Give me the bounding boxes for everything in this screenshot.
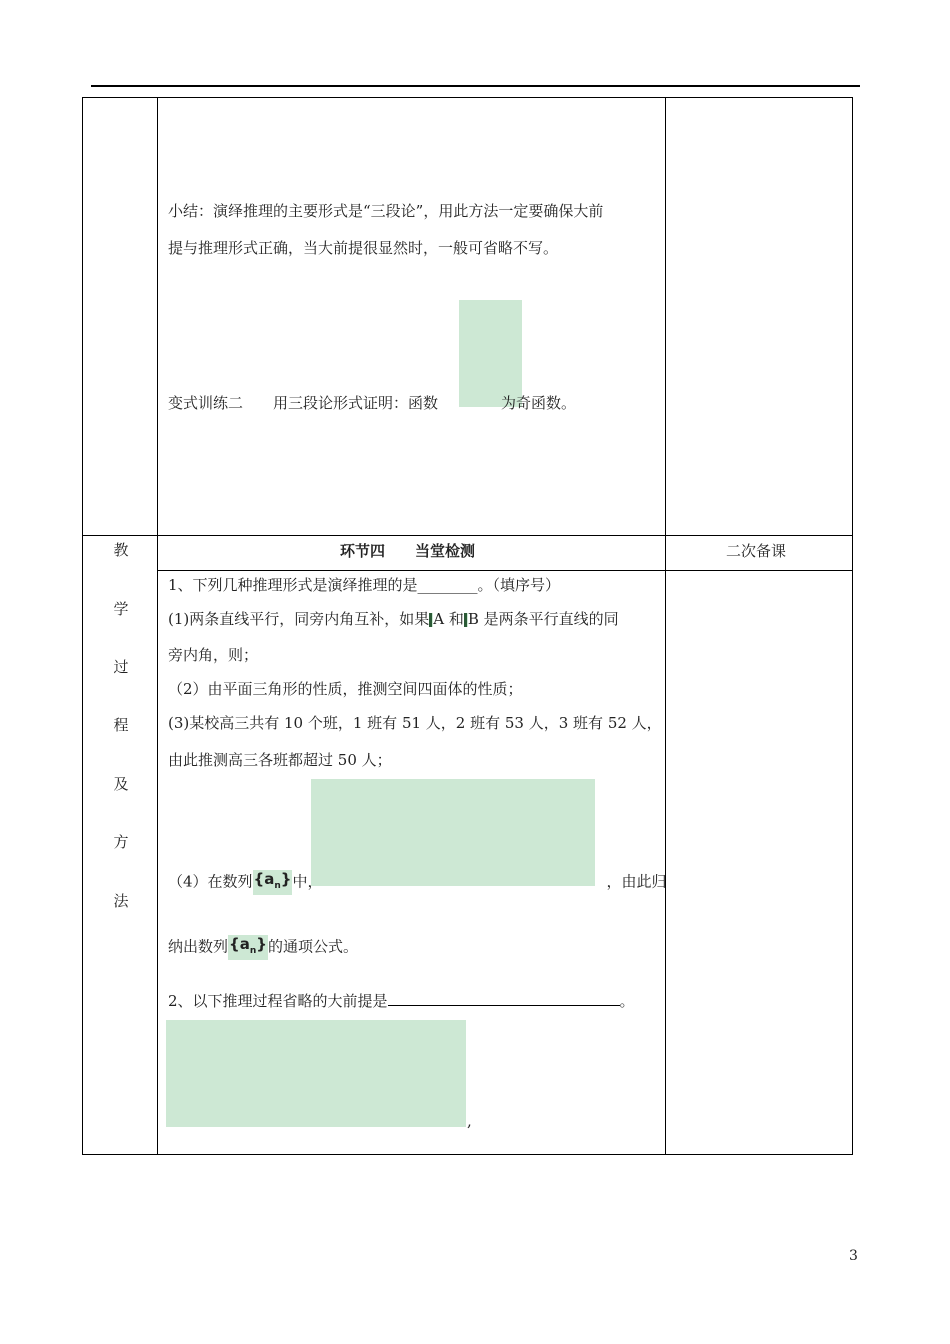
section-title xyxy=(340,540,475,561)
variant-exercise xyxy=(168,393,576,413)
sequence-an-symbol: $\{a_n\}$ xyxy=(228,935,268,960)
question-1-item-3: (3)某校高三共有 10 个班，1 班有 51 人，2 班有 53 人，3 班有 52 人， xyxy=(168,714,662,732)
trailing-comma: , xyxy=(467,1112,472,1130)
page-number: 3 xyxy=(849,1248,858,1264)
variant-text: 用三段论形式证明：函数 xyxy=(273,394,439,412)
side-label-char: 过 xyxy=(113,658,129,676)
side-label-char: 学 xyxy=(113,600,129,618)
function-formula-image xyxy=(459,300,522,407)
side-label-char: 程 xyxy=(113,716,129,734)
side-label-char: 方 xyxy=(113,833,129,851)
column-divider-2 xyxy=(665,97,666,1155)
section-divider xyxy=(82,535,853,536)
sequence-an-symbol: $\{a_n\}$ xyxy=(253,870,293,895)
side-label-char: 教 xyxy=(113,541,129,559)
second-prep-header: 二次备课 xyxy=(726,542,787,560)
variant-prefix: 变式训练二 xyxy=(168,394,244,412)
question-1: 1、下列几种推理形式是演绎推理的是________。（填序号） xyxy=(168,576,561,594)
table-left-border xyxy=(82,97,83,1155)
question-1-item-1: (1)两条直线平行，同旁内角互补，如果 A 和 B 是两条平行直线的同 xyxy=(168,610,619,628)
question-1-item-4: （4）在数列$\{a_n\}$中， ，由此归 xyxy=(168,870,667,895)
summary-line-1: 小结：演绎推理的主要形式是“三段论”，用此方法一定要确保大前 xyxy=(168,202,604,220)
question-1-item-2: （2）由平面三角形的性质，推测空间四面体的性质； xyxy=(168,680,523,698)
table-top-border xyxy=(82,97,853,98)
side-label-char: 及 xyxy=(113,775,129,793)
answer-blank[interactable] xyxy=(388,991,620,1006)
section-title-a: 环节四 xyxy=(340,542,386,560)
reasoning-formula-image xyxy=(166,1020,466,1127)
question-1-item-3-cont: 由此推测高三各班都超过 50 人； xyxy=(168,751,392,769)
question-1-item-4-cont: 纳出数列$\{a_n\}$的通项公式。 xyxy=(168,935,358,960)
question-1-item-1-cont: 旁内角，则； xyxy=(168,646,259,664)
side-label-char: 法 xyxy=(113,892,129,910)
section-title-b: 当堂检测 xyxy=(415,542,476,560)
table-right-border xyxy=(852,97,853,1155)
variant-suffix: 为奇函数。 xyxy=(501,394,577,412)
header-rule xyxy=(91,85,860,87)
summary-line-2: 提与推理形式正确，当大前提很显然时，一般可省略不写。 xyxy=(168,239,559,257)
table-bottom-border xyxy=(82,1154,853,1155)
header-row-divider xyxy=(157,570,853,571)
question-2: 2、以下推理过程省略的大前提是 。 xyxy=(168,992,635,1010)
column-divider-1 xyxy=(157,97,158,1155)
